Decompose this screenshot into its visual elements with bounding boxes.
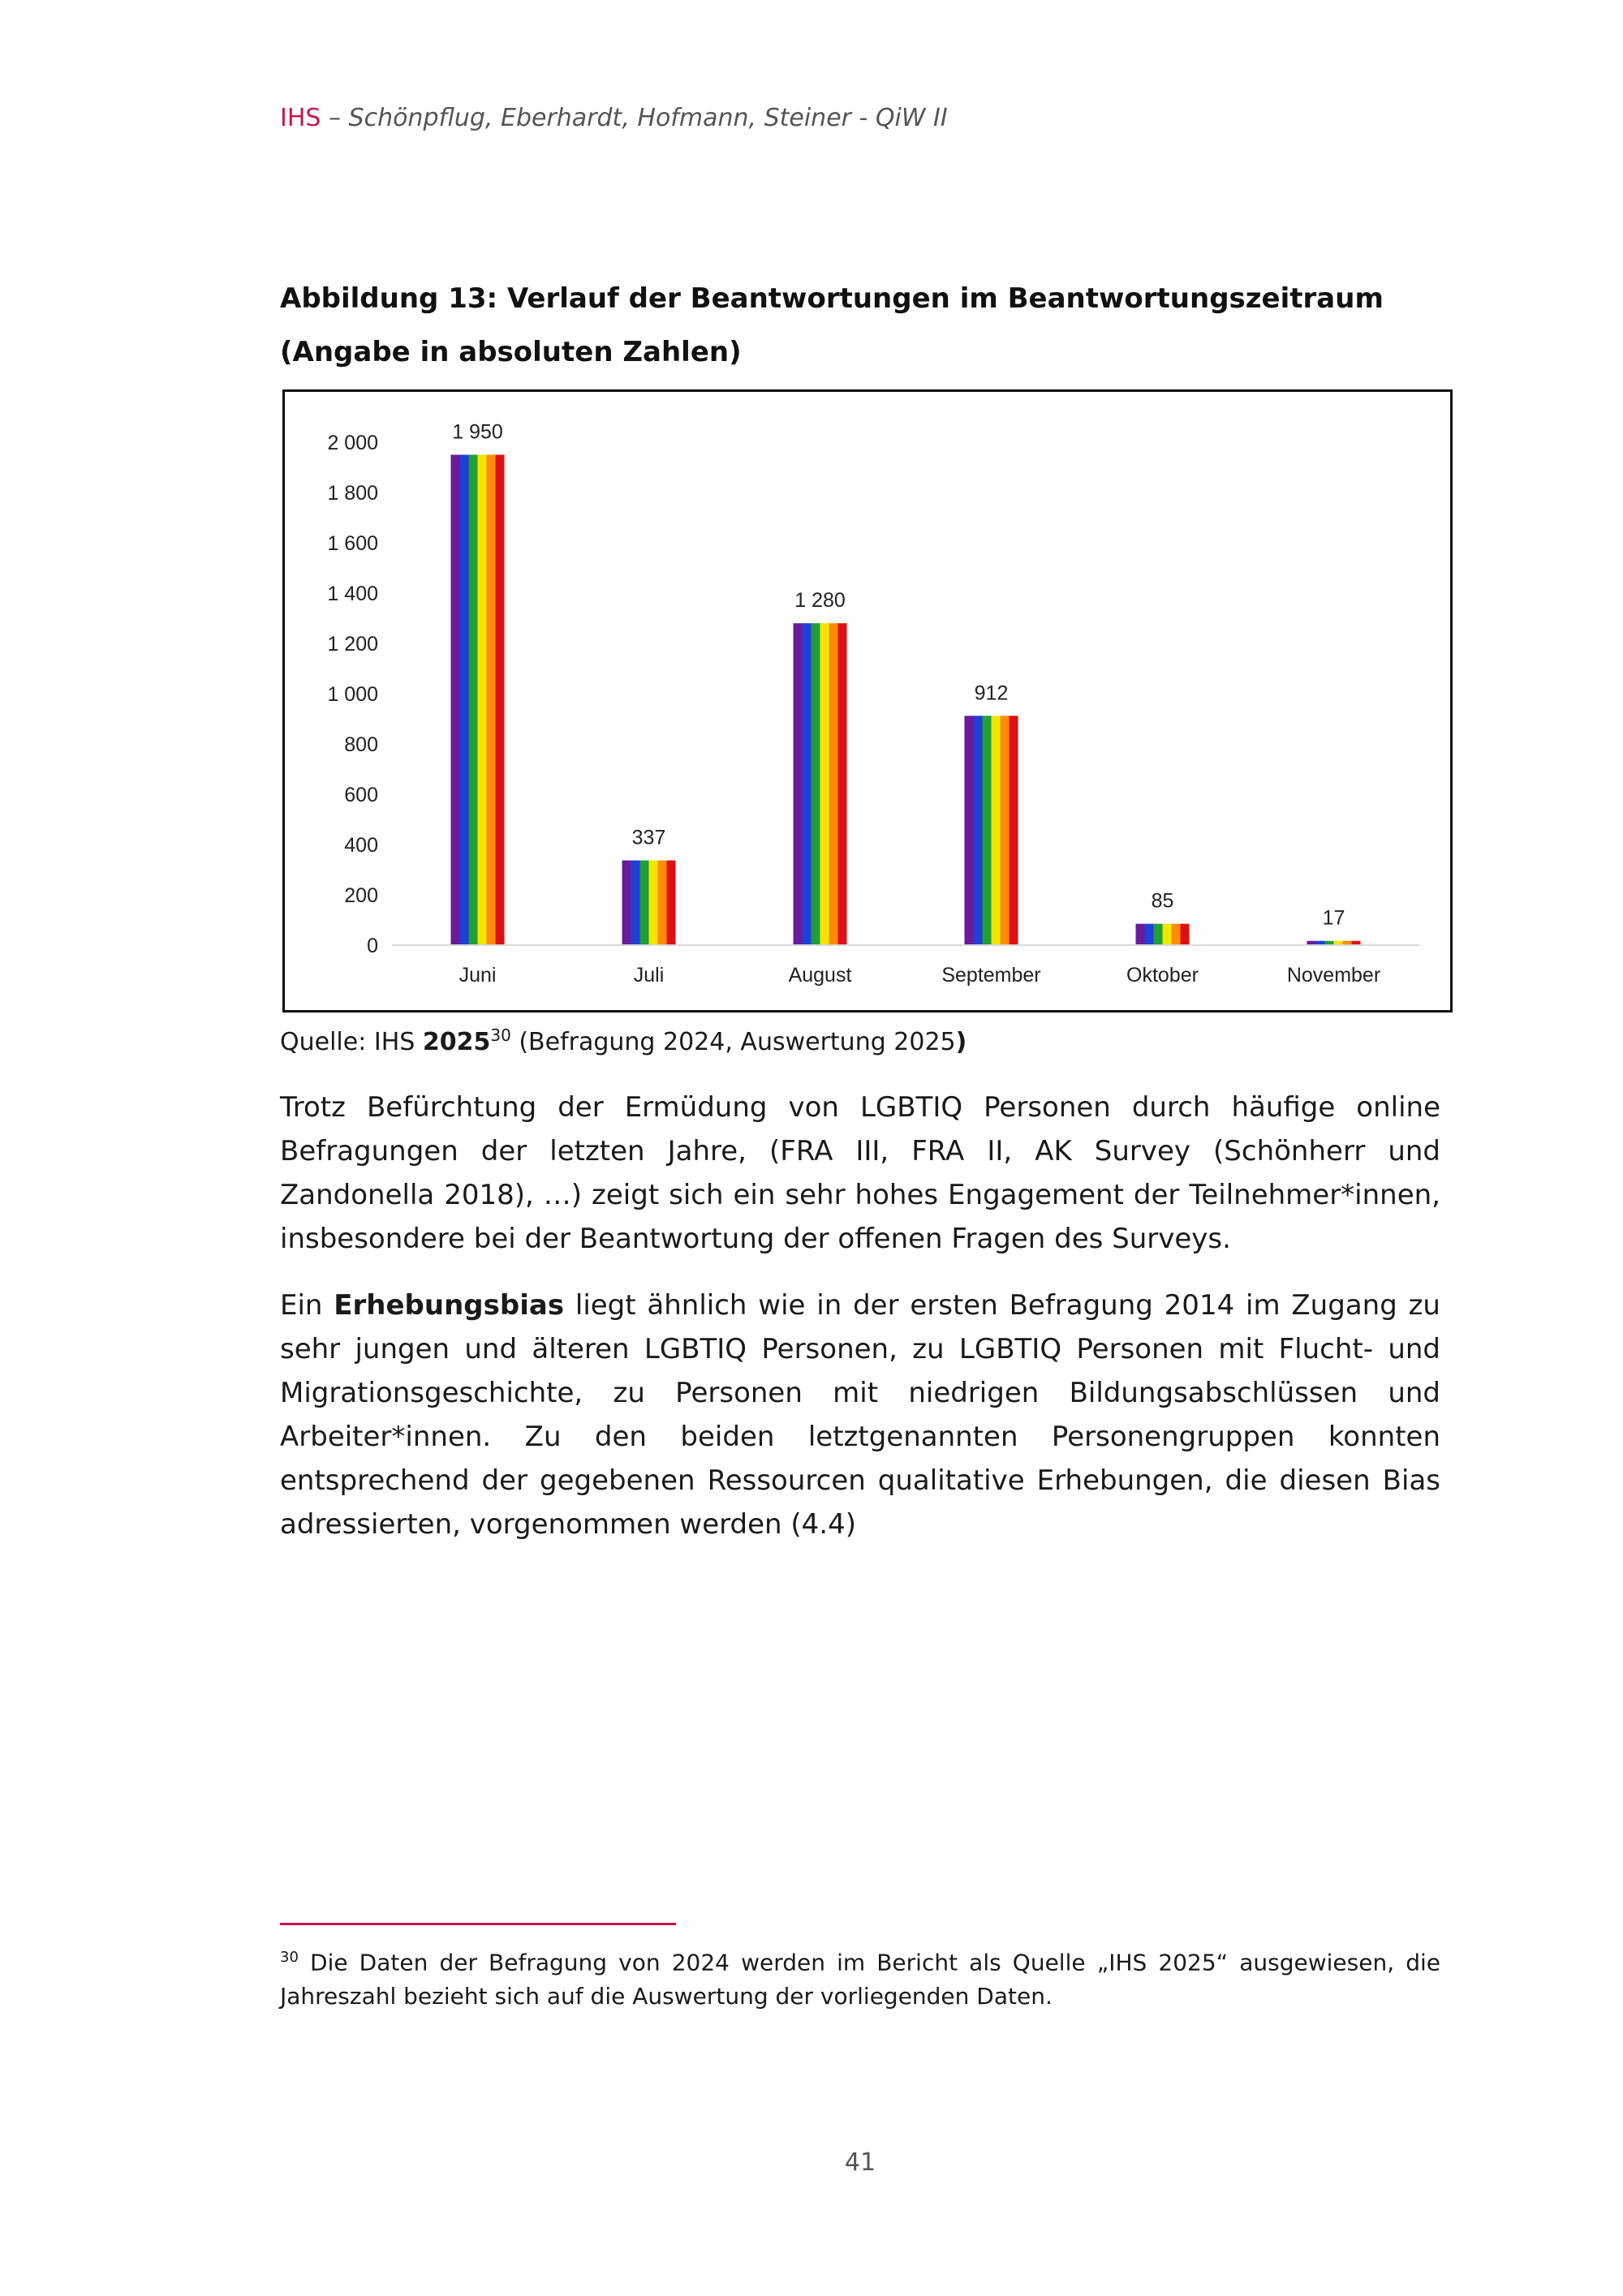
- x-tick-label: August: [788, 964, 852, 987]
- page-number: 41: [844, 2148, 876, 2177]
- running-header: [280, 104, 948, 132]
- source-suffix: (Befragung 2024, Auswertung 2025: [510, 1028, 956, 1056]
- footnote-divider: [280, 1923, 676, 1925]
- y-tick-label: 1 000: [327, 683, 378, 706]
- paragraph-bias-keyword: Erhebungsbias: [334, 1289, 565, 1322]
- source-year: 2025: [422, 1028, 491, 1056]
- x-axis: [459, 964, 1381, 987]
- y-tick-label: 400: [344, 834, 378, 857]
- y-tick-label: 800: [344, 733, 378, 756]
- y-tick-label: 1 600: [327, 532, 378, 555]
- header-org: IHS: [280, 104, 321, 132]
- bar-chart: [285, 392, 1450, 1010]
- y-tick-label: 600: [344, 784, 378, 806]
- header-authors: – Schönpflug, Eberhardt, Hofmann, Steiner - QiW II: [321, 104, 948, 132]
- data-label-november: 17: [1322, 906, 1345, 930]
- data-label-september: 912: [974, 681, 1009, 705]
- y-axis: [327, 432, 378, 957]
- paragraph-bias: [280, 1283, 1440, 1546]
- x-tick-label: September: [941, 964, 1041, 987]
- x-tick-label: Juli: [633, 964, 665, 987]
- bars: [451, 421, 1361, 946]
- data-label-juli: 337: [631, 826, 666, 849]
- data-label-juni: 1 950: [452, 420, 503, 444]
- y-tick-label: 2 000: [327, 432, 378, 454]
- x-tick-label: November: [1286, 964, 1381, 987]
- bar-september: [965, 716, 1018, 945]
- bar-chart-frame: [282, 389, 1453, 1013]
- data-label-oktober: 85: [1151, 889, 1174, 913]
- figure-title: Abbildung 13: Verlauf der Beantwortungen im Beantwortungszeitraum: [280, 282, 1384, 315]
- figure-subtitle: (Angabe in absoluten Zahlen): [280, 336, 742, 368]
- y-tick-label: 200: [344, 884, 378, 907]
- footnote-text: Die Daten der Befragung von 2024 werden im Bericht als Quelle „IHS 2025“ ausgewiesen, die Jahreszahl bezieht sich auf die Auswertung der vorliegenden Daten.: [280, 1949, 1440, 2010]
- source-footnote-ref: 30: [490, 1025, 511, 1045]
- paragraph-engagement: Trotz Befürchtung der Ermüdung von LGBTIQ Personen durch häufige online Befragungen der letzten Jahre, (FRA III, FRA II, AK Survey (Schönherr und Zandonella 2018), …) zeigt sich ein sehr hohes Engagement der Teilnehmer*innen, insbesondere bei der Beantwortung der offenen Fragen des Surveys.: [280, 1091, 1440, 1255]
- paragraph-bias-lead: Ein: [280, 1289, 334, 1322]
- bar-august: [794, 623, 847, 945]
- bar-juni: [451, 455, 505, 946]
- data-label-august: 1 280: [794, 589, 846, 613]
- bar-oktober: [1136, 924, 1190, 945]
- x-tick-label: Oktober: [1126, 964, 1199, 987]
- y-tick-label: 1 400: [327, 583, 378, 605]
- x-tick-label: Juni: [458, 964, 497, 987]
- bar-juli: [622, 861, 676, 945]
- footnote-number: 30: [280, 1949, 299, 1966]
- source-close: ): [955, 1028, 967, 1056]
- source-prefix: Quelle: IHS: [280, 1028, 423, 1056]
- y-tick-label: 1 200: [327, 633, 378, 656]
- figure-source: [280, 1025, 966, 1056]
- y-tick-label: 0: [367, 935, 378, 957]
- y-tick-label: 1 800: [327, 482, 378, 505]
- footnote-30: [280, 1941, 1440, 2014]
- paragraph-bias-rest: liegt ähnlich wie in der ersten Befragung 2014 im Zugang zu sehr jungen und älteren LGBTIQ Personen, zu LGBTIQ Personen mit Flucht- und Migrationsgeschichte, zu Personen mit niedrigen Bildungsabschlüssen und Arbeiter*innen. Zu den beiden letztgenannten Personengruppen konnten entsprechend der gegebenen Ressourcen qualitative Erhebungen, die diesen Bias adressierten, vorgenommen werden (4.4): [280, 1289, 1440, 1541]
